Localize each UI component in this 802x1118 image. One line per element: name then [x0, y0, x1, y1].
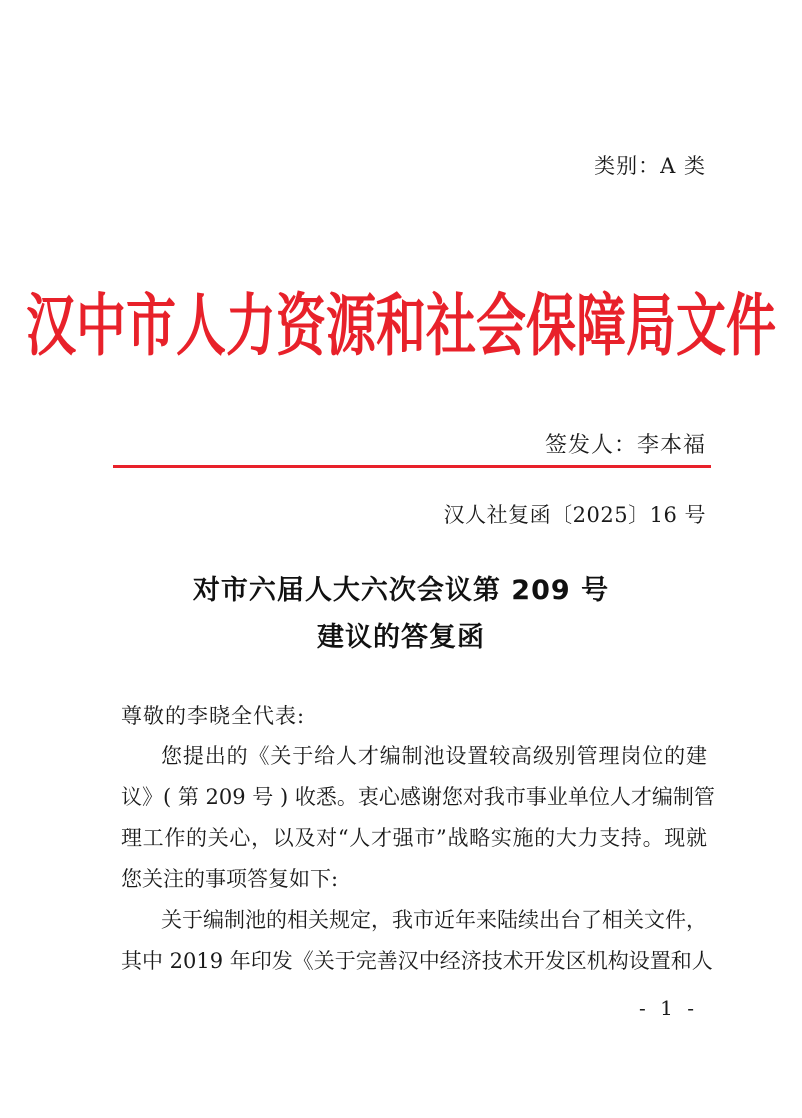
document-title-line-1: 对市六届人大六次会议第 209 号 — [192, 575, 610, 606]
body-line: 其中 2019 年印发《关于完善汉中经济技术开发区机构设置和人 — [121, 949, 713, 973]
category-label: 类别：A 类 — [594, 154, 706, 178]
red-divider-line — [113, 465, 711, 468]
body-line: 关于编制池的相关规定，我市近年来陆续出台了相关文件， — [161, 908, 707, 932]
document-title-line-2: 建议的答复函 — [317, 622, 485, 653]
body-line: 您关注的事项答复如下: — [121, 867, 339, 891]
issuer-label: 签发人：李本福 — [544, 433, 706, 458]
salutation: 尊敬的李晓全代表: — [121, 704, 306, 728]
body-line: 您提出的《关于给人才编制池设置较高级别管理岗位的建 — [161, 744, 707, 768]
agency-header-title: 汉中市人力资源和社会保障局文件 — [26, 286, 776, 366]
body-line: 议》( 第 209 号 ) 收悉。衷心感谢您对我市事业单位人才编制管 — [121, 785, 715, 809]
body-line: 理工作的关心，以及对“人才强市”战略实施的大力支持。现就 — [121, 826, 707, 850]
document-number: 汉人社复函〔2025〕16 号 — [443, 503, 706, 527]
page-number: - 1 - — [639, 996, 698, 1020]
